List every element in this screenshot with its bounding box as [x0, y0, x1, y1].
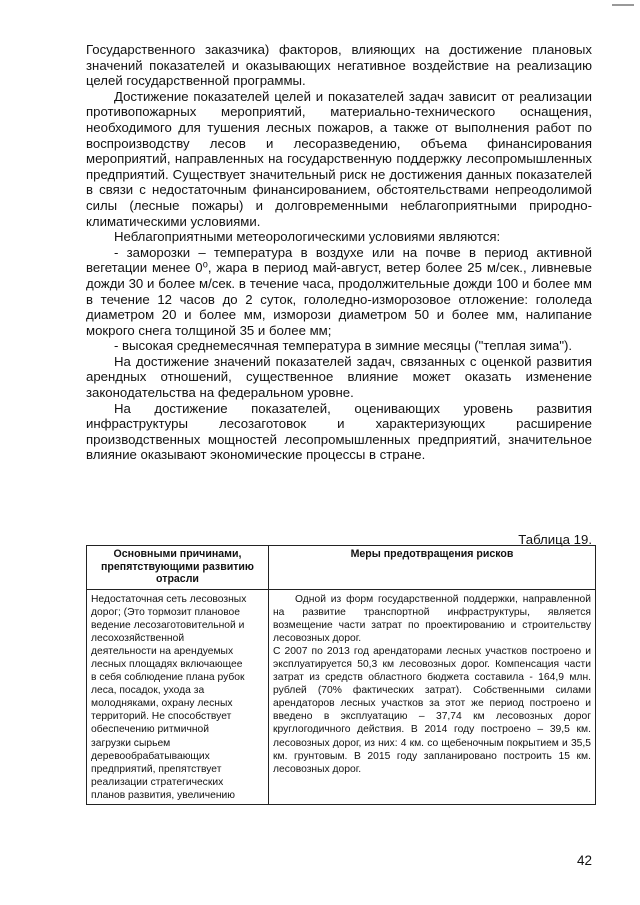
header-measures: Меры предотвращения рисков: [269, 546, 596, 590]
table-row: [87, 589, 596, 805]
cell-measures: [269, 589, 596, 805]
body-text: [86, 42, 592, 463]
cell-line: дорог; (Это тормозит плановое: [91, 606, 241, 618]
paragraph: Государственного заказчика) факторов, влияющих на достижение плановых значений показателей и оказывающих негативное воздействие на реализацию целей государственной программы.: [86, 42, 592, 89]
cell-line: в себя соблюдение плана рубок: [91, 672, 245, 684]
table-caption: Таблица 19.: [518, 532, 592, 547]
cell-line: территорий. Не способствует: [91, 711, 232, 723]
cell-line: загрузки сырьем: [91, 737, 171, 749]
cell-paragraph: Одной из форм государственной поддержки, направленной на развитие транспортной инфраструктуры, является возмещение части затрат по проектированию и строительству лесовозных дорог.: [273, 593, 591, 644]
page-number: 42: [576, 853, 592, 868]
cell-causes: [87, 589, 269, 805]
scan-corner-mark: [612, 4, 634, 6]
cell-line: предприятий, препятствует: [91, 763, 222, 775]
paragraph: Достижение показателей целей и показателей задач зависит от реализации противопожарных мероприятий, материально-технического оснащения, необходимого для тушения лесных пожаров, а также от выполнения работ по воспроизводству лесов и лесоразведению, объема финансирования мероприятий, направленных на государственную поддержку лесопромышленных предприятий. Существует значительный риск не достижения данных показателей в связи с недостаточным финансированием, обстоятельствами непреодолимой силы (лесные пожары) и долговременными неблагоприятными природно-климатическими условиями.: [86, 88, 592, 229]
cell-line: реализации стратегических: [91, 776, 224, 788]
cell-line: Недостаточная сеть лесовозных: [91, 593, 247, 605]
paragraph: На достижение показателей, оценивающих уровень развития инфраструктуры лесозаготовок и характеризующих расширение производственных мощностей лесопромышленных предприятий, значительное влияние оказывают экономические процессы в стране.: [86, 400, 592, 463]
cell-paragraph: С 2007 по 2013 год арендаторами лесных участков построено и эксплуатируется 50,3 км лесовозных дорог. Компенсация части затрат из средств областного бюджета составила - 164,9 млн. рублей (70% фактических затрат). Собственными силами арендаторов лесных участков за этот же период построено и введено в эксплуатацию – 37,74 км лесовозных дорог круглогодичного действия. В 2014 году построено – 39,5 км. лесовозных дорог, из них: 4 км. со щебеночным покрытием и 35,5 км. грунтовым. В 2015 году запланировано построить 15 км. лесовозных дорог.: [273, 645, 591, 775]
cell-line: деятельности на арендуемых: [91, 645, 234, 657]
paragraph: На достижение значений показателей задач, связанных с оценкой развития арендных отношений, существенное влияние может оказать изменение законодательства на федеральном уровне.: [86, 353, 592, 401]
cell-line: ведение лесозаготовительной и: [91, 619, 245, 631]
cell-line: деревообрабатывающих: [91, 750, 210, 762]
list-item: - заморозки – температура в воздухе или на почве в период активной вегетации менее 0⁰, жара в период май-август, ветер более 25 м/сек., ливневые дожди 30 и более м/сек. в течение часа, продолжительные дожди 100 и более мм в течение 12 часов до 2 суток, гололедно-изморозовое отложение: гололеда диаметром 20 и более мм, изморози диаметром 50 и более мм, налипание мокрого снега толщиной 35 и более мм;: [86, 244, 592, 338]
cell-line: планов развития, увеличению: [91, 789, 236, 801]
cell-line: обеспечению ритмичной: [91, 724, 210, 736]
cell-line: лесохозяйственной: [91, 632, 185, 644]
cell-line: лесных площадях включающее: [91, 658, 243, 670]
list-item: - высокая среднемесячная температура в зимние месяцы ("теплая зима").: [114, 338, 573, 354]
table-header-row: [87, 546, 596, 590]
cell-line: молодняками, охрану лесных: [91, 698, 233, 710]
header-causes: Основными причинами, препятствующими развитию отрасли: [87, 546, 269, 590]
paragraph: Неблагоприятными метеорологическими условиями являются:: [114, 229, 501, 245]
cell-line: леса, посадок, ухода за: [91, 685, 205, 697]
risk-table: [86, 545, 596, 805]
